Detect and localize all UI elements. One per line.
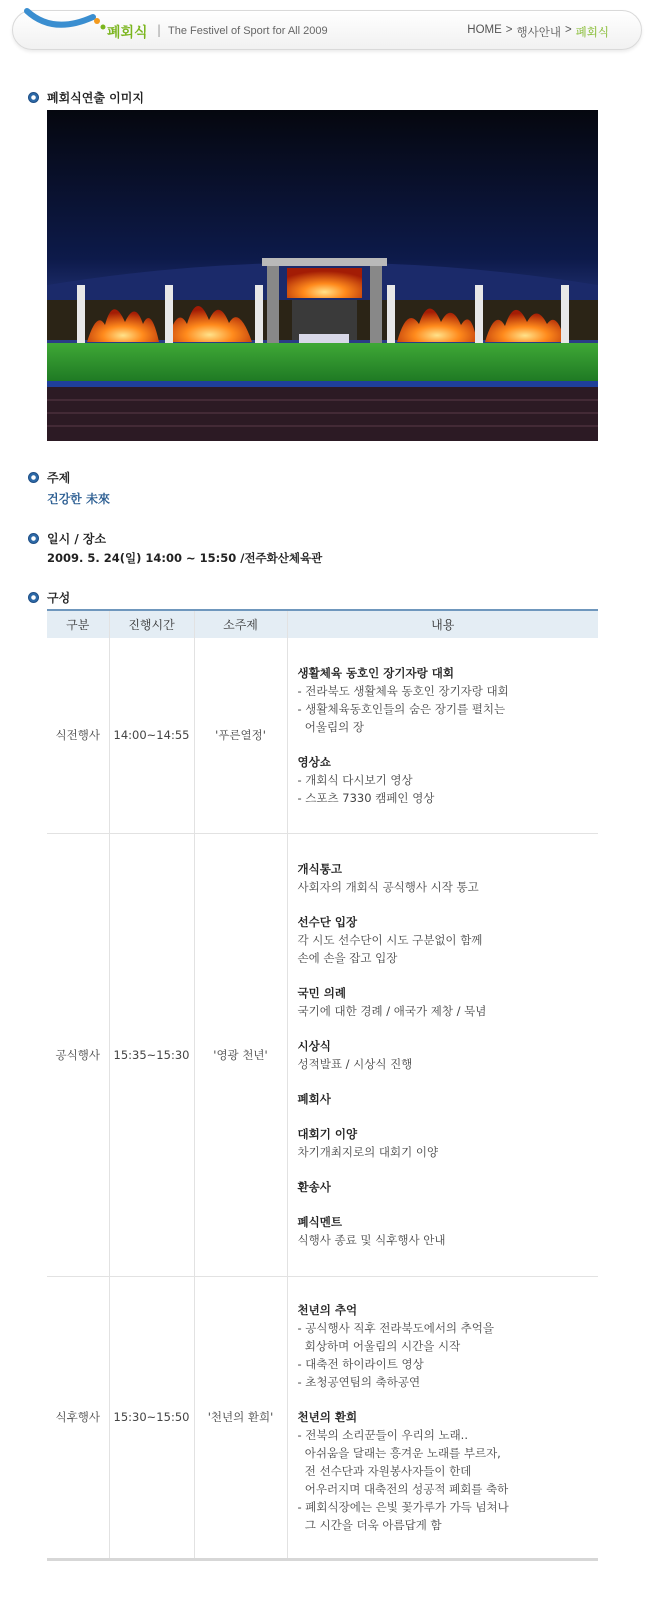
- title-separator: |: [157, 23, 162, 37]
- content-block-title: 개식통고: [297, 862, 342, 876]
- content-block: [298, 753, 589, 807]
- date-place-value: 2009. 5. 24(일) 14:00 ~ 15:50 /전주화산체육관: [47, 551, 323, 565]
- cell-category: 공식행사: [47, 833, 109, 1276]
- content-line: - 초청공연팀의 축하공연: [297, 1374, 421, 1389]
- content-block: [298, 1301, 589, 1391]
- content-block: [298, 1213, 589, 1249]
- cell-category: 식후행사: [47, 1276, 109, 1559]
- content-line: - 생활체육동호인들의 숨은 장기를 펼치는: [297, 701, 506, 716]
- content-block: [298, 1125, 589, 1161]
- cell-content: [287, 1276, 598, 1559]
- theme-value: 건강한 未來: [47, 492, 110, 506]
- content-block-title: 천년의 환희: [297, 1409, 358, 1424]
- cell-topic: '영광 천년': [194, 833, 287, 1276]
- breadcrumb-current: 폐회식: [575, 27, 609, 39]
- bullet-icon: [28, 533, 39, 544]
- content-line: 각 시도 선수단이 시도 구분없이 함께: [297, 933, 483, 947]
- content-line: 사회자의 개회식 공식행사 시작 통고: [297, 880, 479, 894]
- breadcrumb-separator: >: [505, 24, 513, 36]
- content-line: 회상하며 어울림의 시간을 시작: [297, 1338, 461, 1353]
- content-block-title: 시상식: [297, 1039, 331, 1053]
- content-block: [298, 1037, 589, 1073]
- page-title: 폐회식: [107, 25, 148, 41]
- content-line: 아쉬움을 달래는 흥겨운 노래를 부르자,: [297, 1445, 501, 1460]
- content-line: - 개회식 다시보기 영상: [297, 772, 413, 787]
- cell-category: 식전행사: [47, 638, 109, 833]
- table-row: [47, 638, 598, 833]
- content-line: 식행사 종료 및 식후행사 안내: [297, 1233, 446, 1247]
- content-block: [298, 1090, 589, 1108]
- content-block-title: 폐회사: [297, 1092, 331, 1106]
- table-row: [47, 833, 598, 1276]
- cell-time: 15:35~15:30: [109, 833, 194, 1276]
- content-block: [298, 664, 589, 736]
- content-block-title: 대회기 이양: [297, 1127, 358, 1141]
- content-line: - 폐회식장에는 은빛 꽃가루가 가득 넘쳐나: [297, 1499, 509, 1514]
- section-structure-heading: [28, 589, 70, 606]
- content-block: [298, 1178, 589, 1196]
- section-date-heading: [28, 530, 106, 547]
- page-subtitle: The Festivel of Sport for All 2009: [168, 25, 328, 37]
- cell-time: 14:00~14:55: [109, 638, 194, 833]
- bullet-icon: [28, 92, 39, 103]
- content-line: 차기개최지로의 대회기 이양: [297, 1145, 439, 1159]
- header-time: 진행시간: [109, 610, 194, 638]
- breadcrumb: [467, 24, 609, 40]
- table-row: [47, 1276, 598, 1559]
- header-category: 구분: [47, 610, 109, 638]
- content-line: 어우러지며 대축전의 성공적 폐회를 축하: [297, 1481, 509, 1496]
- table-header-row: [47, 610, 598, 638]
- bullet-icon: [28, 472, 39, 483]
- content-block: [298, 984, 589, 1020]
- content-block-title: 환송사: [297, 1180, 331, 1194]
- section-image-heading: [28, 89, 144, 106]
- content-line: - 전라북도 생활체육 동호인 장기자랑 대회: [297, 683, 509, 698]
- program-table: [47, 609, 598, 1561]
- content-block: [298, 913, 589, 967]
- breadcrumb-event-info[interactable]: 행사안내: [516, 27, 561, 39]
- cell-content: [287, 638, 598, 833]
- content-line: 어울림의 장: [297, 719, 365, 734]
- content-block-title: 천년의 추억: [297, 1302, 358, 1317]
- page-header: [12, 10, 642, 50]
- content-line: - 공식행사 직후 전라북도에서의 추억을: [297, 1320, 495, 1335]
- content-line: - 스포츠 7330 캠페인 영상: [297, 790, 435, 805]
- content-block-title: 선수단 입장: [297, 915, 358, 929]
- content-line: 국기에 대한 경례 / 애국가 제창 / 묵념: [297, 1004, 487, 1018]
- content-block-title: 폐식멘트: [297, 1215, 342, 1229]
- content-line: 그 시간을 더욱 아름답게 함: [297, 1517, 442, 1532]
- content-block: [298, 860, 589, 896]
- content-line: - 대축전 하이라이트 영상: [297, 1356, 424, 1371]
- section-title: 구성: [47, 591, 71, 605]
- closing-ceremony-stage-image: [47, 110, 598, 441]
- bullet-icon: [28, 592, 39, 603]
- content-line: 손에 손을 잡고 입장: [297, 951, 398, 965]
- cell-content: [287, 833, 598, 1276]
- breadcrumb-home[interactable]: HOME: [467, 24, 502, 36]
- section-title: 일시 / 장소: [47, 532, 107, 546]
- section-title: 폐회식연출 이미지: [47, 91, 144, 105]
- content-block-title: 영상쇼: [297, 754, 331, 769]
- breadcrumb-separator: >: [564, 24, 572, 36]
- content-block: [298, 1408, 589, 1534]
- cell-time: 15:30~15:50: [109, 1276, 194, 1559]
- content-line: 성적발표 / 시상식 진행: [297, 1057, 413, 1071]
- section-title: 주제: [47, 471, 71, 485]
- cell-topic: '천년의 환희': [194, 1276, 287, 1559]
- content-block-title: 생활체육 동호인 장기자랑 대회: [297, 665, 454, 680]
- content-line: 전 선수단과 자원봉사자들이 한데: [297, 1463, 472, 1478]
- content-line: - 전북의 소리꾼들이 우리의 노래..: [297, 1427, 468, 1442]
- content-block-title: 국민 의례: [297, 986, 346, 1000]
- cell-topic: '푸른열정': [194, 638, 287, 833]
- section-theme-heading: [28, 469, 70, 486]
- header-content: 내용: [287, 610, 598, 638]
- logo-swoosh-icon: [23, 5, 113, 41]
- header-topic: 소주제: [194, 610, 287, 638]
